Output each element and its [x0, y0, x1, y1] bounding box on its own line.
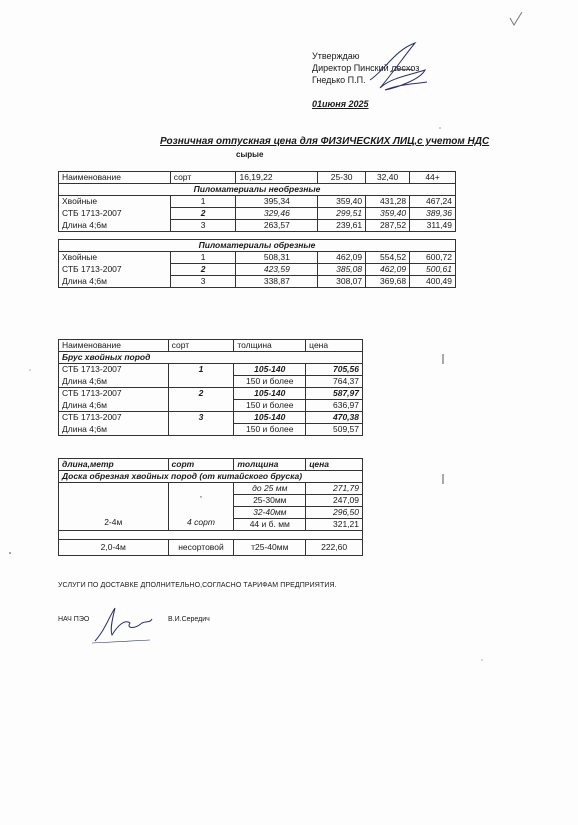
sort-cell: 1	[170, 252, 236, 264]
sort-cell: 2	[170, 208, 236, 220]
page-subtitle: сырые	[236, 150, 264, 159]
table-header-row	[59, 459, 363, 471]
price-cell: 271,79	[306, 483, 363, 495]
price-cell: 462,09	[318, 252, 366, 264]
table-row	[59, 264, 456, 276]
economist-signature	[90, 605, 160, 645]
price-cell: 705,56	[306, 364, 363, 376]
price-cell: 400,49	[410, 276, 456, 288]
name-cell: СТБ 1713-2007	[59, 364, 169, 376]
sort-cell: несортовой	[168, 540, 234, 556]
price-cell: 467,24	[410, 196, 456, 208]
price-cell: 222,60	[306, 540, 363, 556]
price-cell: 395,34	[236, 196, 318, 208]
approval-date: 01июня 2025	[312, 99, 369, 109]
price-cell: 263,57	[236, 220, 318, 232]
name-cell: Длина 4;6м	[59, 220, 171, 232]
table-row	[59, 388, 363, 400]
sort-cell: 3	[170, 276, 236, 288]
thickness-cell: т25-40мм	[234, 540, 306, 556]
thickness-cell: 150 и более	[234, 400, 306, 412]
price-cell: 287,52	[366, 220, 410, 232]
thickness-cell: 150 и более	[234, 424, 306, 436]
header-cell: цена	[306, 459, 363, 471]
sort-cell: 1	[170, 196, 236, 208]
sort-cell: 2	[168, 388, 234, 412]
price-cell: 600,72	[410, 252, 456, 264]
sort-cell	[168, 483, 234, 531]
price-cell: 296,50	[306, 507, 363, 519]
thickness-cell: 105-140	[234, 364, 306, 376]
approval-name: Гнедько П.П.	[312, 75, 366, 85]
header-cell: сорт	[168, 459, 234, 471]
price-cell: 359,40	[366, 208, 410, 220]
price-cell: 509,57	[306, 424, 363, 436]
name-cell: СТБ 1713-2007	[59, 388, 169, 400]
thickness-cell: 25-30мм	[234, 495, 306, 507]
sort-cell: 3	[170, 220, 236, 232]
price-cell: 500,61	[410, 264, 456, 276]
sort-mark: ,	[199, 489, 203, 499]
header-cell: 32,40	[366, 172, 410, 184]
delivery-note: УСЛУГИ ПО ДОСТАВКЕ ДПОЛНИТЕЛЬНО,СОГЛАСНО ТАРИФАМ ПРЕДПРИЯТИЯ.	[58, 582, 337, 589]
price-cell: 587,97	[306, 388, 363, 400]
table-header-row	[59, 172, 456, 184]
price-cell: 299,51	[318, 208, 366, 220]
thickness-cell: 150 и более	[234, 376, 306, 388]
table-row	[59, 412, 363, 424]
table-row	[59, 252, 456, 264]
header-cell: 16,19,22	[236, 172, 318, 184]
director-signature	[365, 40, 435, 100]
header-cell: 25-30	[318, 172, 366, 184]
price-cell: 636,97	[306, 400, 363, 412]
header-cell: цена	[306, 340, 363, 352]
thickness-cell: 32-40мм	[234, 507, 306, 519]
table-row	[59, 220, 456, 232]
table-row	[59, 540, 363, 556]
thickness-cell: 44 и б. мм	[234, 519, 306, 531]
sort-cell: 2	[170, 264, 236, 276]
price-cell: 423,59	[236, 264, 318, 276]
price-cell: 385,08	[318, 264, 366, 276]
price-cell: 508,31	[236, 252, 318, 264]
price-cell: 369,68	[366, 276, 410, 288]
header-cell: Наименование	[59, 172, 171, 184]
price-cell: 329,46	[236, 208, 318, 220]
price-cell: 311,49	[410, 220, 456, 232]
header-cell: сорт	[170, 172, 236, 184]
name-cell: Хвойные	[59, 196, 171, 208]
table-row	[59, 208, 456, 220]
signer-position: НАЧ ПЭО	[58, 616, 90, 623]
sort-cell: 1	[168, 364, 234, 388]
table-header-row	[59, 340, 363, 352]
page-title: Розничная отпускная цена для ФИЗИЧЕСКИХ ЛИЦ,с учетом НДС	[160, 136, 490, 147]
name-cell: Длина 4;6м	[59, 276, 171, 288]
name-cell: СТБ 1713-2007	[59, 264, 171, 276]
price-cell: 239,61	[318, 220, 366, 232]
price-cell: 462,09	[366, 264, 410, 276]
section-title: Пиломатериалы обрезные	[59, 240, 456, 252]
price-cell: 247,09	[306, 495, 363, 507]
approval-director: Директор Пинский лесхоз	[312, 63, 420, 73]
header-cell: длина,метр	[59, 459, 169, 471]
price-cell: 308,07	[318, 276, 366, 288]
table-row	[59, 364, 363, 376]
name-cell: Хвойные	[59, 252, 171, 264]
price-cell: 764,37	[306, 376, 363, 388]
name-cell: Длина 4;6м	[59, 424, 169, 436]
price-cell: 359,40	[318, 196, 366, 208]
table-row	[59, 196, 456, 208]
price-cell: 470,38	[306, 412, 363, 424]
sort-cell: 3	[168, 412, 234, 436]
section-title: Пиломатериалы необрезные	[59, 184, 456, 196]
header-cell: 44+	[410, 172, 456, 184]
name-cell: СТБ 1713-2007	[59, 208, 171, 220]
price-cell: 554,52	[366, 252, 410, 264]
approval-title: Утверждаю	[312, 51, 360, 61]
table-row	[59, 276, 456, 288]
name-cell: СТБ 1713-2007	[59, 412, 169, 424]
section-title: Брус хвойных пород	[59, 352, 363, 364]
price-cell: 321,21	[306, 519, 363, 531]
thickness-cell: до 25 мм	[234, 483, 306, 495]
thickness-cell: 105-140	[234, 412, 306, 424]
price-cell: 338,87	[236, 276, 318, 288]
length-cell: 2,0-4м	[59, 540, 169, 556]
length-cell: 2-4м	[59, 483, 169, 531]
board-price-table	[58, 458, 363, 556]
check-mark-icon	[508, 10, 524, 28]
sort-label: 4 сорт	[187, 517, 215, 527]
price-cell: 431,28	[366, 196, 410, 208]
lumber-price-table	[58, 171, 456, 288]
name-cell: Длина 4;6м	[59, 376, 169, 388]
thickness-cell: 105-140	[234, 388, 306, 400]
signer-name: В.И.Середич	[168, 616, 210, 623]
price-cell: 389,36	[410, 208, 456, 220]
header-cell: толщина	[234, 340, 306, 352]
section-title: Доска обрезная хвойных пород (от китайского бруска)	[59, 471, 363, 483]
header-cell: толщина	[234, 459, 306, 471]
table-row	[59, 483, 363, 495]
header-cell: сорт	[168, 340, 234, 352]
beam-price-table	[58, 339, 363, 436]
name-cell: Длина 4;6м	[59, 400, 169, 412]
header-cell: Наименование	[59, 340, 169, 352]
